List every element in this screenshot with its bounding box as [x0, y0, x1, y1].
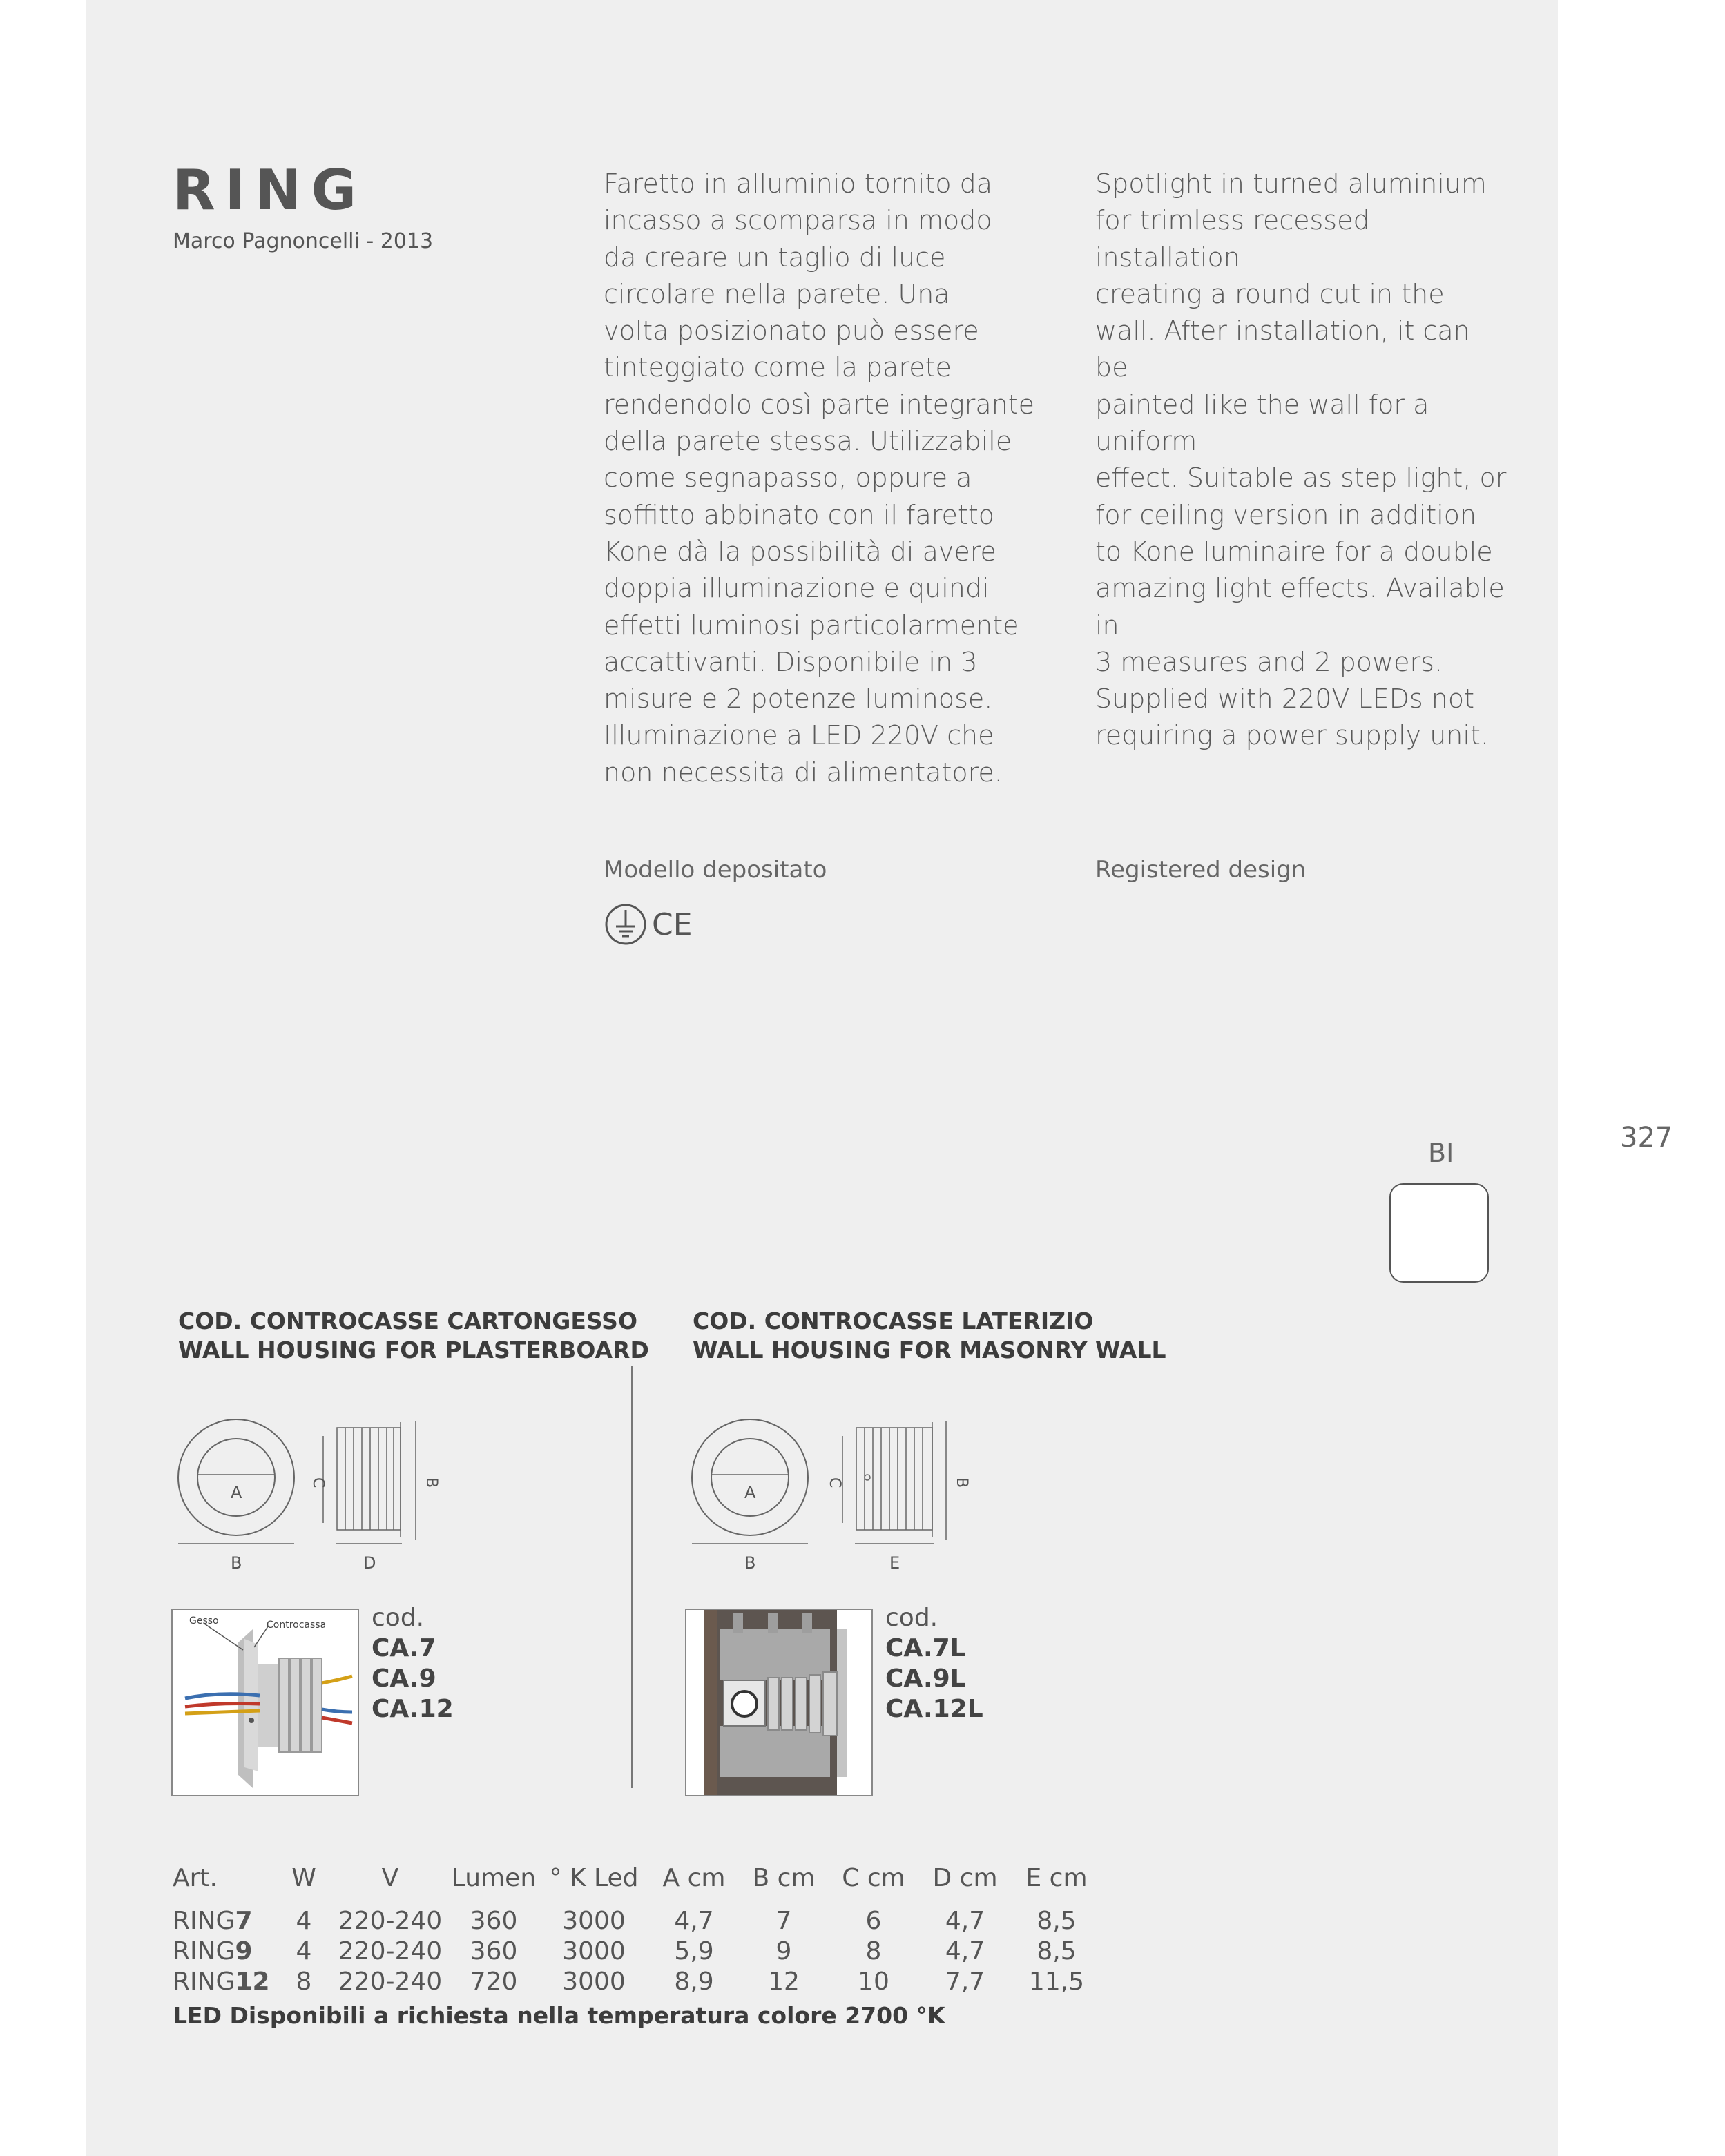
code-item: CA.12L [885, 1695, 983, 1723]
dim-label-d: D [363, 1553, 376, 1573]
led-availability-note: LED Disponibili a richiesta nella temperatura colore 2700 °K [173, 2002, 945, 2029]
b-cell: 9 [775, 1936, 792, 1965]
heading-it: COD. CONTROCASSE CARTONGESSO [178, 1308, 637, 1334]
dim-label-a: A [744, 1483, 756, 1502]
c-cell: 8 [865, 1936, 882, 1965]
housing-masonry-heading [693, 1307, 1166, 1365]
dim-label-e: E [889, 1553, 900, 1573]
photo-label-gesso: Gesso [189, 1615, 219, 1626]
dim-label-c: C [309, 1477, 327, 1488]
ground-class-icon [604, 903, 700, 946]
b-cell: 7 [775, 1906, 792, 1935]
d-cell: 4,7 [945, 1906, 985, 1935]
codes-plasterboard [372, 1603, 454, 1725]
e-cell: 8,5 [1037, 1906, 1077, 1935]
col-header-kelvin: ° K Led [549, 1864, 639, 1892]
finish-swatch-white[interactable] [1389, 1183, 1489, 1283]
kelvin-cell: 3000 [562, 1936, 626, 1965]
w-cell: 4 [296, 1906, 312, 1935]
e-cell: 11,5 [1028, 1967, 1085, 1996]
photo-label-controcassa: Controcassa [267, 1620, 327, 1631]
cod-label: cod. [372, 1604, 425, 1632]
installation-photo-plasterboard [171, 1609, 359, 1796]
column-divider [631, 1366, 633, 1788]
code-item: CA.9 [372, 1664, 436, 1693]
dim-label-c: C [826, 1477, 843, 1488]
col-header-c: C cm [842, 1864, 905, 1892]
d-cell: 7,7 [945, 1967, 985, 1996]
code-item: CA.9L [885, 1664, 966, 1693]
dim-label-b: B [231, 1553, 242, 1573]
dim-label-b-side: B [953, 1477, 970, 1488]
technical-drawing-masonry [685, 1408, 975, 1574]
a-cell: 4,7 [674, 1906, 714, 1935]
technical-drawing-plasterboard [171, 1408, 461, 1574]
certification-marks [604, 903, 700, 946]
specs-table [173, 1864, 1101, 1997]
v-cell: 220-240 [338, 1906, 443, 1935]
dim-label-b: B [744, 1553, 756, 1573]
lumen-cell: 360 [470, 1906, 518, 1935]
col-header-w: W [291, 1864, 316, 1892]
a-cell: 5,9 [674, 1936, 714, 1965]
col-header-e: E cm [1025, 1864, 1088, 1892]
codes-masonry [885, 1603, 983, 1725]
art-cell: RING7 [173, 1906, 253, 1935]
code-item: CA.7L [885, 1634, 966, 1662]
kelvin-cell: 3000 [562, 1967, 626, 1996]
description-italian: Faretto in alluminio tornito da incasso a scomparsa in modo da creare un taglio di luce circolare nella parete. Una volta posizionato può essere tinteggiato come la parete rendendolo così parte integrante della parete stessa. Utilizzabile come segnapasso, oppure a soffitto abbinato con il faretto Kone dà la possibilità di avere doppia illuminazione e quindi effetti luminosi particolarmente accattivanti. Disponibile in 3 misure e 2 potenze luminose. Illuminazione a LED 220V che non necessita di alimentatore. [604, 168, 1035, 788]
col-header-b: B cm [752, 1864, 816, 1892]
b-cell: 12 [768, 1967, 800, 1996]
lumen-cell: 360 [470, 1936, 518, 1965]
lumen-cell: 720 [470, 1967, 518, 1996]
c-cell: 10 [858, 1967, 889, 1996]
art-cell: RING12 [173, 1967, 270, 1996]
dim-label-b-side: B [423, 1477, 440, 1488]
kelvin-cell: 3000 [562, 1906, 626, 1935]
heading-en: WALL HOUSING FOR PLASTERBOARD [178, 1337, 649, 1363]
installation-photo-masonry [685, 1609, 873, 1796]
ce-mark: CE [652, 907, 693, 942]
w-cell: 4 [296, 1936, 312, 1965]
v-cell: 220-240 [338, 1967, 443, 1996]
dim-label-a: A [231, 1483, 242, 1502]
product-title: RING [173, 158, 366, 222]
cod-label: cod. [885, 1604, 938, 1632]
e-cell: 8,5 [1037, 1936, 1077, 1965]
w-cell: 8 [296, 1967, 312, 1996]
table-row [173, 1936, 1101, 1966]
registered-it: Modello depositato [604, 856, 827, 884]
housing-plasterboard-heading [178, 1307, 649, 1365]
d-cell: 4,7 [945, 1936, 985, 1965]
designer-credit: Marco Pagnoncelli - 2013 [173, 229, 434, 253]
code-item: CA.12 [372, 1695, 454, 1723]
art-cell: RING9 [173, 1936, 253, 1965]
heading-it: COD. CONTROCASSE LATERIZIO [693, 1308, 1094, 1334]
v-cell: 220-240 [338, 1936, 443, 1965]
registered-en: Registered design [1095, 856, 1307, 884]
col-header-d: D cm [932, 1864, 998, 1892]
c-cell: 6 [865, 1906, 882, 1935]
col-header-a: A cm [662, 1864, 726, 1892]
code-item: CA.7 [372, 1634, 436, 1662]
heading-en: WALL HOUSING FOR MASONRY WALL [693, 1337, 1166, 1363]
page-number: 327 [1620, 1122, 1673, 1154]
description-english: Spotlight in turned aluminium for trimless recessed installation creating a round cut in the wall. After installation, it can be painted like the wall for a uniform effect. Suitable as step light, or for ceiling version in addition to Kone luminaire for a double amazing light effects. Available in 3 measures and 2 powers. Supplied with 220V LEDs not requiring a power supply unit. [1095, 168, 1507, 751]
col-header-art: Art. [173, 1864, 218, 1892]
table-row [173, 1966, 1101, 1997]
table-row [173, 1905, 1101, 1936]
col-header-lumen: Lumen [451, 1864, 537, 1892]
finish-label: BI [1428, 1138, 1454, 1168]
col-header-v: V [381, 1864, 399, 1892]
specs-header-row [173, 1864, 1101, 1905]
a-cell: 8,9 [674, 1967, 714, 1996]
